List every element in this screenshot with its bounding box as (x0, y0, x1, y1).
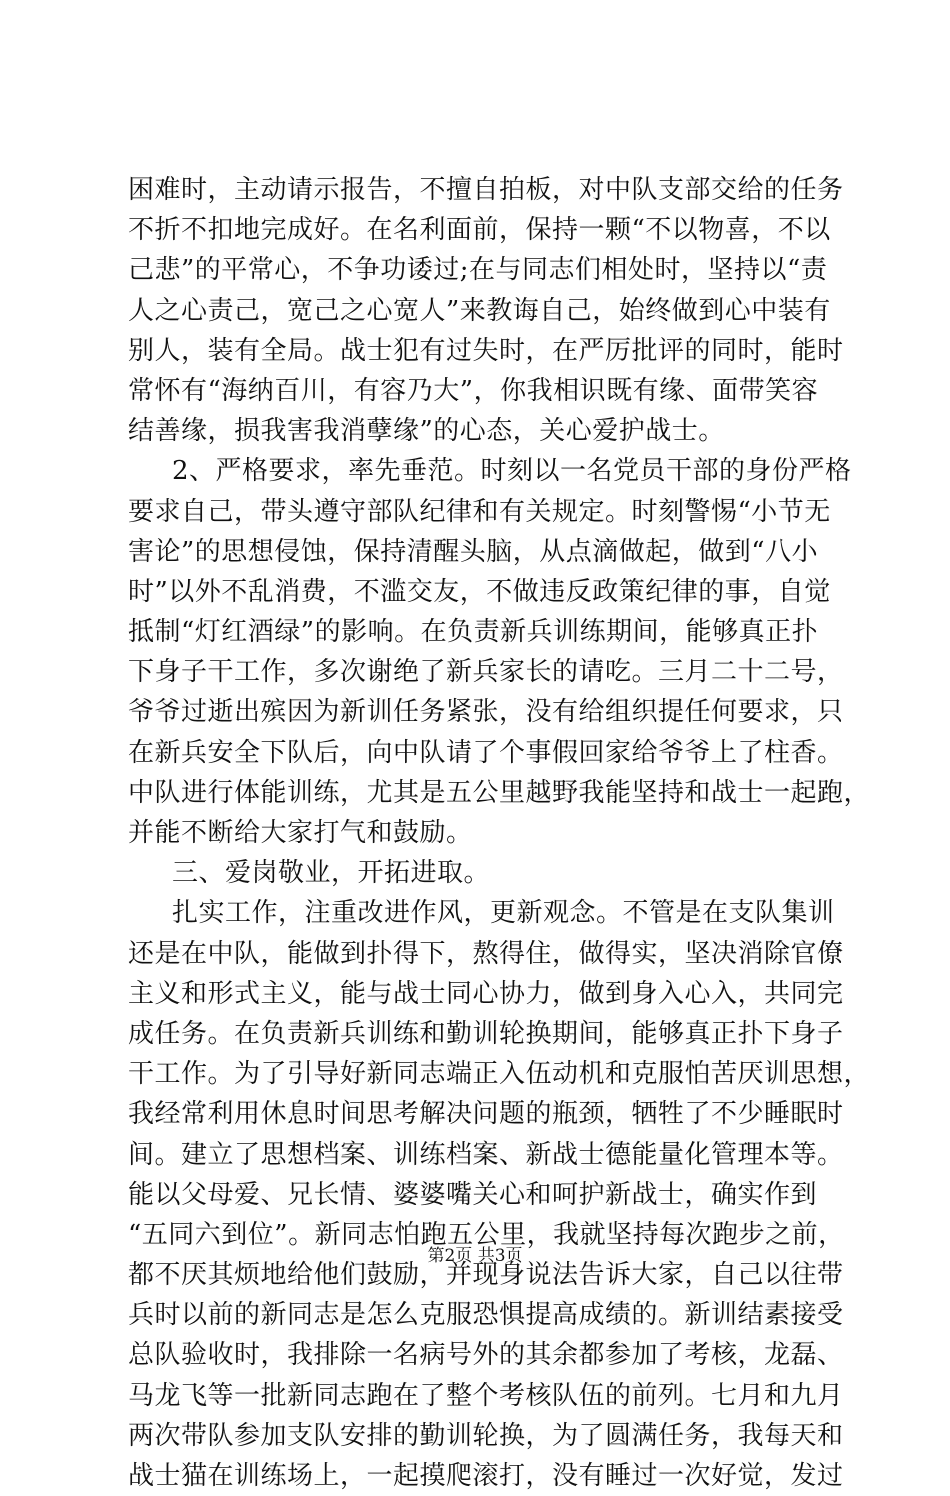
text-line: 兵时以前的新同志是怎么克服恐惧提高成绩的。新训结素接受 (128, 1300, 844, 1331)
text-line: “五同六到位”。新同志怕跑五公里，我就坚持每次跑步之前， (128, 1219, 845, 1250)
text-line: 我经常利用休息时间思考解决问题的瓶颈，牺牲了不少睡眠时 (128, 1099, 844, 1130)
text-line: 两次带队参加支队安排的勤训轮换，为了圆满任务，我每天和 (128, 1420, 844, 1451)
text-line: 别人，装有全局。战士犯有过失时，在严厉批评的同时，能时 (128, 335, 844, 366)
text-line: 结善缘，损我害我消孽缘”的心态，关心爱护战士。 (128, 416, 725, 447)
text-line: 下身子干工作，多次谢绝了新兵家长的请吃。三月二十二号， (128, 657, 844, 688)
text-line: 战士猫在训练场上，一起摸爬滚打，没有睡过一次好觉，发过 (128, 1461, 844, 1491)
text-line: 抵制“灯红酒绿”的影响。在负责新兵训练期间，能够真正扑 (128, 617, 819, 648)
text-line: 主义和形式主义，能与战士同心协力，做到身入心入，共同完 (128, 978, 844, 1009)
text-line: 总队验收时，我排除一名病号外的其余都参加了考核，龙磊、 (128, 1340, 844, 1371)
text-line: 不折不扣地完成好。在名利面前，保持一颗“不以物喜，不以 (128, 215, 831, 246)
text-line: 三、爱岗敬业，开拓进取。 (172, 858, 491, 889)
text-line: 扎实工作，注重改进作风，更新观念。不管是在支队集训 (172, 898, 835, 929)
text-line: 间。建立了思想档案、训练档案、新战士德能量化管理本等。 (128, 1139, 844, 1170)
document-body (128, 170, 871, 1496)
text-line: 马龙飞等一批新同志跑在了整个考核队伍的前列。七月和九月 (128, 1380, 844, 1411)
text-line: 困难时，主动请示报告，不擅自拍板，对中队支部交给的任务 (128, 175, 844, 205)
text-line: 爷爷过逝出殡因为新训任务紧张，没有给组织提任何要求，只 (128, 697, 844, 728)
page-footer (0, 1244, 950, 1268)
text-line: 干工作。为了引导好新同志端正入伍动机和克服怕苦厌训思想， (128, 1059, 871, 1090)
text-line: 还是在中队，能做到扑得下，熬得住，做得实，坚决消除官僚 (128, 938, 844, 969)
text-line: 时”以外不乱消费，不滥交友，不做违反政策纪律的事，自觉 (128, 576, 831, 607)
text-line: 成任务。在负责新兵训练和勤训轮换期间，能够真正扑下身子 (128, 1018, 844, 1049)
text-line: 并能不断给大家打气和鼓励。 (128, 818, 473, 848)
text-line: 在新兵安全下队后，向中队请了个事假回家给爷爷上了柱香。 (128, 737, 844, 768)
text-line: 常怀有“海纳百川，有容乃大”，你我相识既有缘、面带笑容 (128, 375, 819, 406)
text-line: 中队进行体能训练，尤其是五公里越野我能坚持和战士一起跑， (128, 777, 871, 808)
text-line: 2、严格要求，率先垂范。时刻以一名党员干部的身份严格 (172, 456, 852, 487)
text-line: 要求自己，带头遵守部队纪律和有关规定。时刻警惕“小节无 (128, 496, 831, 527)
text-line: 能以父母爱、兄长情、婆婆嘴关心和呵护新战士，确实作到 (128, 1179, 818, 1210)
text-line: 己悲”的平常心，不争功诿过;在与同志们相处时，坚持以“责 (128, 255, 828, 286)
page-number-label: 第2页 共3页 (427, 1246, 523, 1266)
text-line: 都不厌其烦地给他们鼓励，并现身说法告诉大家，自己以往带 (128, 1260, 844, 1291)
text-line: 人之心责己，宽己之心宽人”来教诲自己，始终做到心中装有 (128, 295, 831, 326)
text-line: 害论”的思想侵蚀，保持清醒头脑，从点滴做起，做到“八小 (128, 536, 819, 567)
